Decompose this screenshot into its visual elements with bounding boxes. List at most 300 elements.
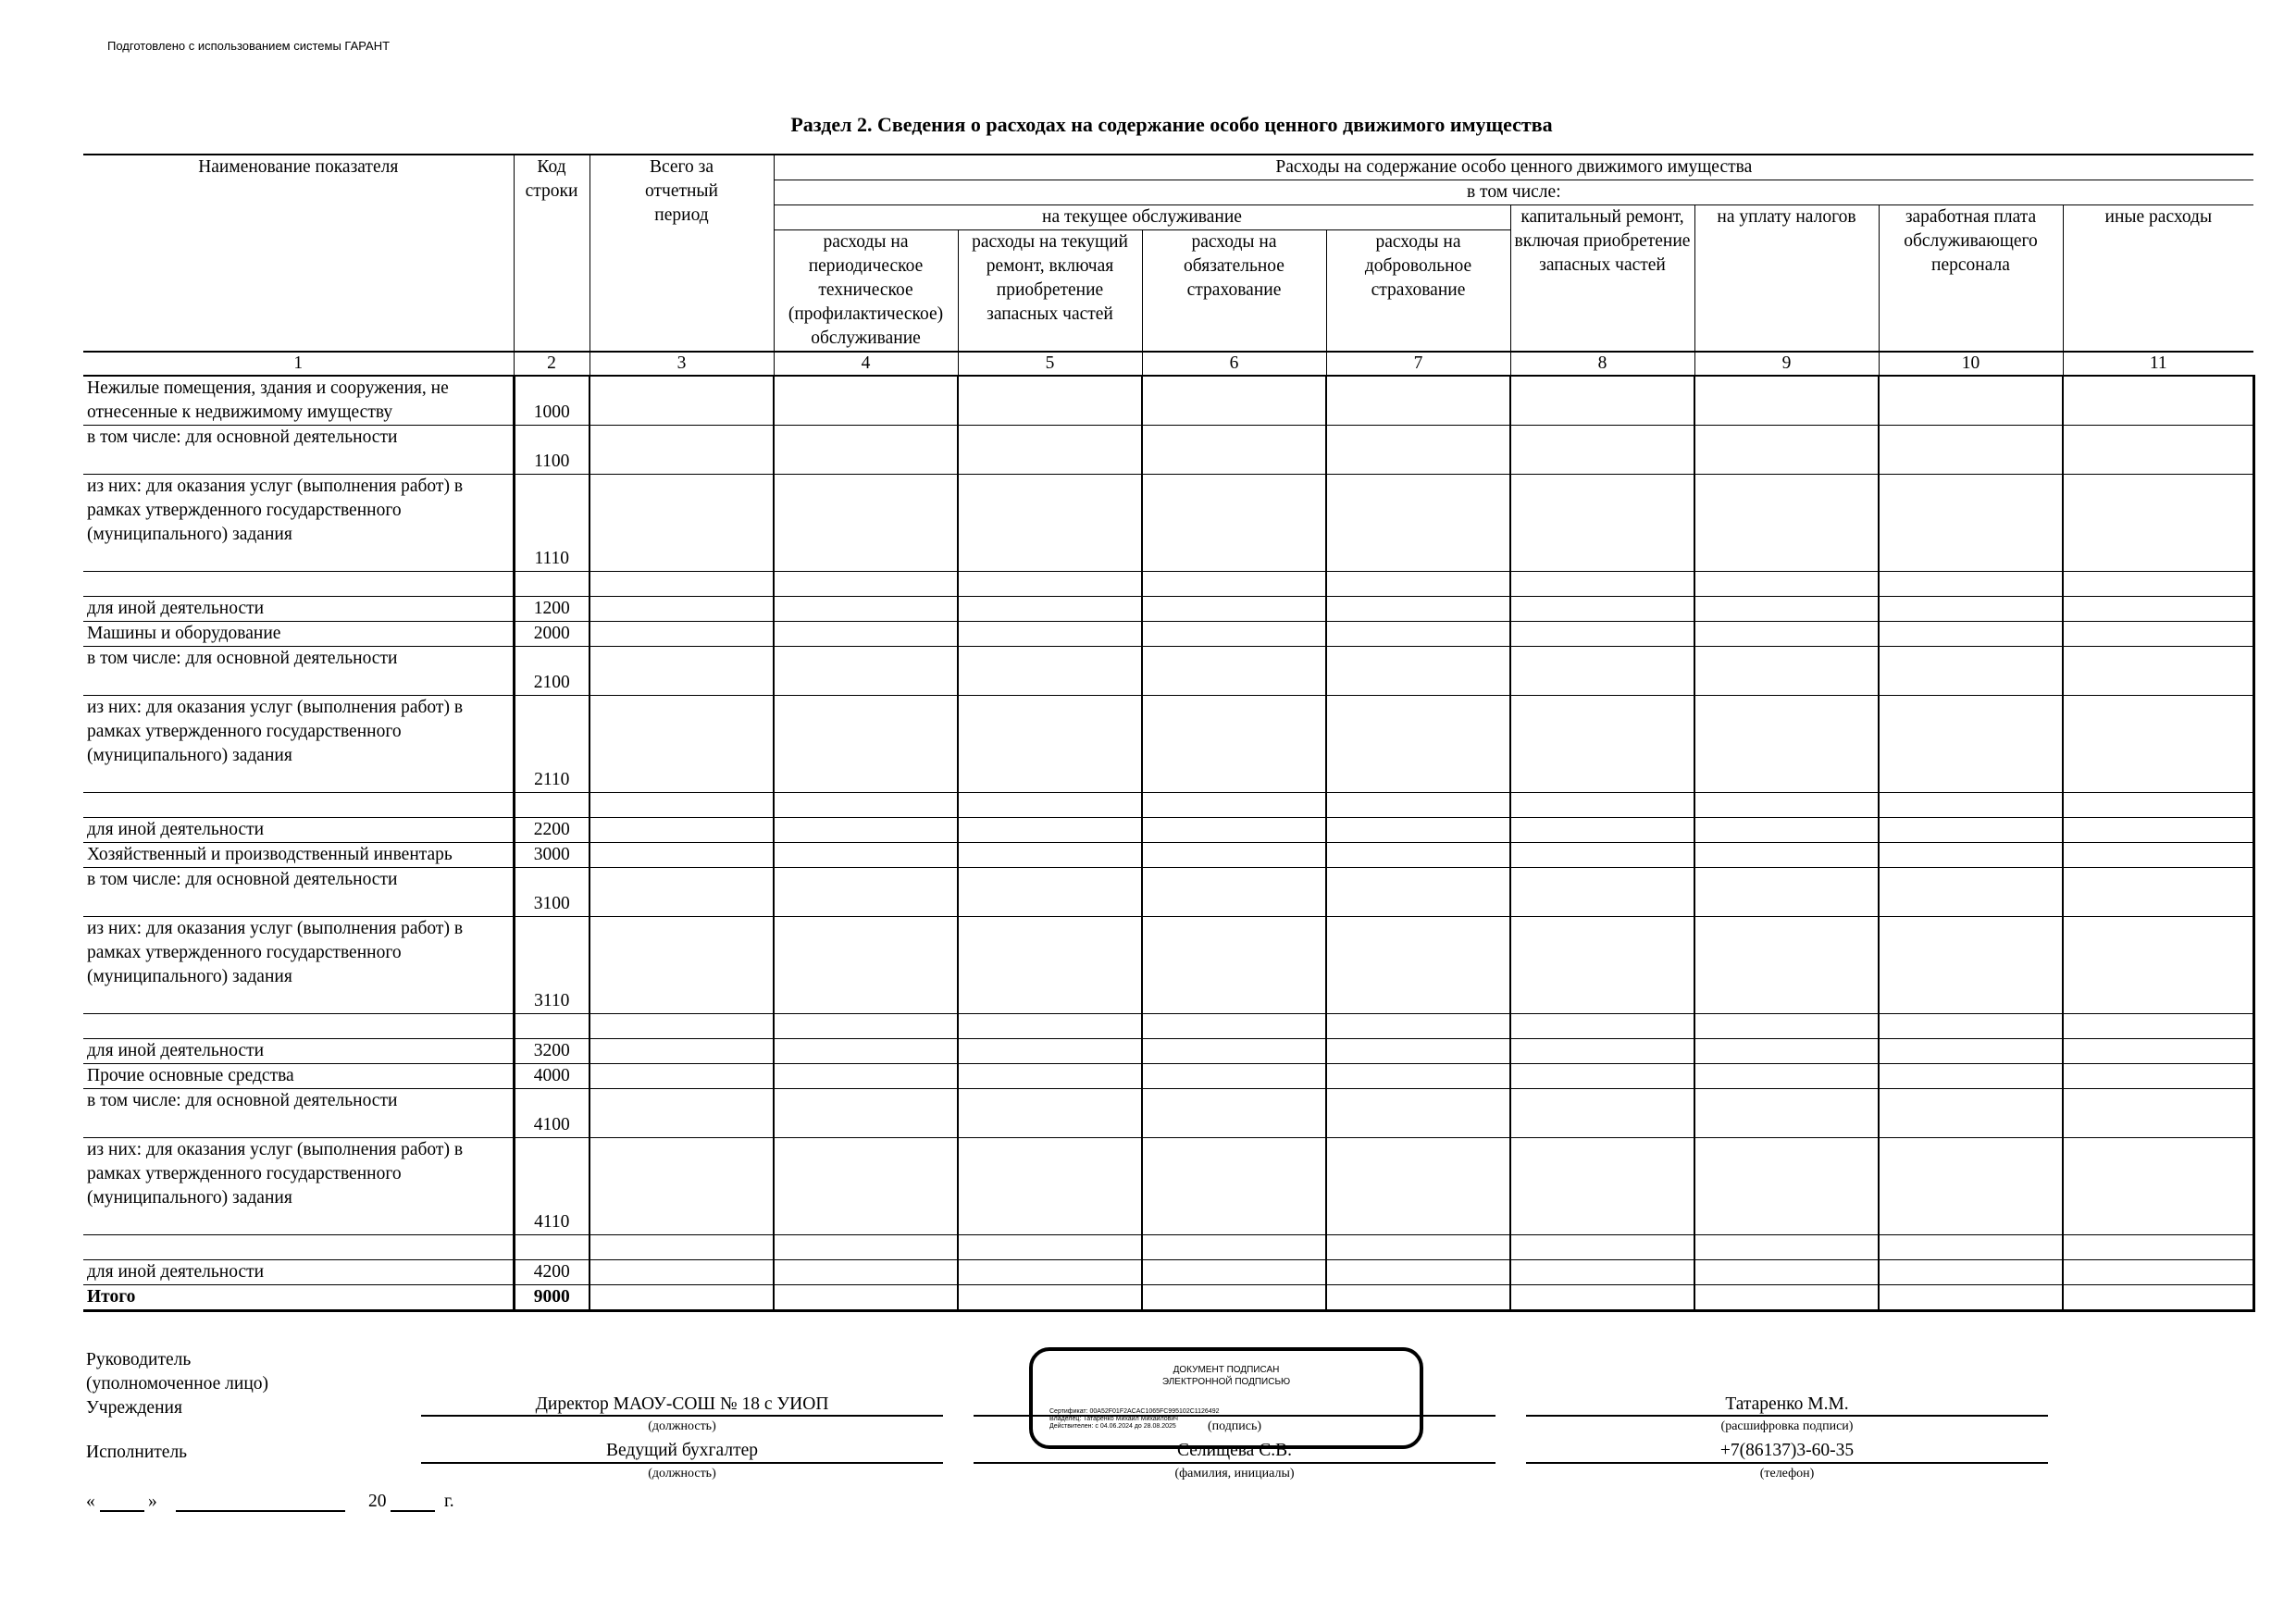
- cell-col9[interactable]: [1694, 1235, 1879, 1260]
- row-code: 3200: [514, 1039, 590, 1064]
- cell-col8[interactable]: [1510, 426, 1694, 475]
- cell-col6[interactable]: [1142, 1039, 1326, 1064]
- table-row: [83, 1235, 2253, 1260]
- cell-col7[interactable]: [1326, 1064, 1510, 1089]
- cell-col4[interactable]: [774, 622, 958, 647]
- row-name: Итого: [83, 1285, 514, 1311]
- cell-col4[interactable]: [774, 376, 958, 426]
- table-row: [83, 597, 2253, 622]
- cell-col8[interactable]: [1510, 917, 1694, 1014]
- cell-col7[interactable]: [1326, 1138, 1510, 1235]
- cell-col4[interactable]: [774, 1235, 958, 1260]
- cell-col7[interactable]: [1326, 426, 1510, 475]
- cell-col11[interactable]: [2063, 1260, 2253, 1285]
- cell-col9[interactable]: [1694, 426, 1879, 475]
- column-number-10: 10: [1879, 352, 2063, 376]
- stamp-line-1: ДОКУМЕНТ ПОДПИСАН: [1173, 1365, 1280, 1375]
- cell-col5[interactable]: [958, 475, 1142, 572]
- executor-phone-line: [1526, 1462, 2048, 1464]
- cell-col11[interactable]: [2063, 696, 2253, 793]
- cell-col3[interactable]: [590, 376, 774, 426]
- cell-col4[interactable]: [774, 597, 958, 622]
- cell-col11[interactable]: [2063, 475, 2253, 572]
- table-row: [83, 1064, 2253, 1089]
- head-position-line: [421, 1415, 943, 1417]
- cell-col3[interactable]: [590, 1039, 774, 1064]
- cell-col9[interactable]: [1694, 818, 1879, 843]
- cell-col9[interactable]: [1694, 1285, 1879, 1311]
- cell-col8[interactable]: [1510, 1285, 1694, 1311]
- table-row: [83, 647, 2253, 696]
- row-code: [514, 1014, 590, 1039]
- cell-col4[interactable]: [774, 1014, 958, 1039]
- row-name: из них: для оказания услуг (выполнения работ) в рамках утвержденного государственного (муниципального) задания: [83, 1138, 514, 1235]
- row-name: Нежилые помещения, здания и сооружения, не отнесенные к недвижимому имуществу: [83, 376, 514, 426]
- cell-col5[interactable]: [958, 647, 1142, 696]
- cell-col11[interactable]: [2063, 1285, 2253, 1311]
- stamp-cert: Сертификат: 00A52F01F2ACAC1065FC995102C1126492: [1049, 1408, 1220, 1415]
- cell-col4[interactable]: [774, 1089, 958, 1138]
- header-col8: капитальный ремонт, включая приобретение запасных частей: [1510, 205, 1694, 353]
- cell-col5[interactable]: [958, 843, 1142, 868]
- cell-col7[interactable]: [1326, 572, 1510, 597]
- cell-col9[interactable]: [1694, 1014, 1879, 1039]
- header-col9: на уплату налогов: [1694, 205, 1879, 353]
- cell-col6[interactable]: [1142, 868, 1326, 917]
- cell-col7[interactable]: [1326, 793, 1510, 818]
- column-number-8: 8: [1510, 352, 1694, 376]
- row-code: 2100: [514, 647, 590, 696]
- cell-col8[interactable]: [1510, 1014, 1694, 1039]
- header-col7: расходы на добровольное страхование: [1326, 230, 1510, 353]
- cell-col8[interactable]: [1510, 622, 1694, 647]
- cell-col5[interactable]: [958, 868, 1142, 917]
- cell-col11[interactable]: [2063, 426, 2253, 475]
- row-code: 3000: [514, 843, 590, 868]
- header-name: Наименование показателя: [83, 155, 514, 352]
- cell-col9[interactable]: [1694, 1064, 1879, 1089]
- row-code: 3110: [514, 917, 590, 1014]
- row-name: [83, 793, 514, 818]
- cell-col11[interactable]: [2063, 793, 2253, 818]
- table-row: [83, 1014, 2253, 1039]
- cell-col10[interactable]: [1879, 622, 2063, 647]
- cell-col4[interactable]: [774, 868, 958, 917]
- table-row: [83, 475, 2253, 572]
- cell-col3[interactable]: [590, 696, 774, 793]
- cell-col9[interactable]: [1694, 572, 1879, 597]
- cell-col11[interactable]: [2063, 843, 2253, 868]
- row-code: 1200: [514, 597, 590, 622]
- stamp-valid: Действителен: с 04.06.2024 до 28.08.2025: [1049, 1423, 1176, 1430]
- cell-col3[interactable]: [590, 1260, 774, 1285]
- row-code: 1100: [514, 426, 590, 475]
- header-current: на текущее обслуживание: [774, 205, 1510, 230]
- cell-col6[interactable]: [1142, 843, 1326, 868]
- row-code: [514, 793, 590, 818]
- cell-col6[interactable]: [1142, 376, 1326, 426]
- header-including: в том числе:: [774, 180, 2253, 205]
- cell-col10[interactable]: [1879, 1064, 2063, 1089]
- column-numbers-row: [83, 352, 2253, 376]
- cell-col11[interactable]: [2063, 622, 2253, 647]
- e-signature-stamp: [1029, 1347, 1423, 1449]
- cell-col7[interactable]: [1326, 1260, 1510, 1285]
- column-number-1: 1: [83, 352, 514, 376]
- cap-position-2: (должность): [648, 1467, 716, 1481]
- cell-col5[interactable]: [958, 1039, 1142, 1064]
- cell-col6[interactable]: [1142, 622, 1326, 647]
- cell-col7[interactable]: [1326, 622, 1510, 647]
- section-title: Раздел 2. Сведения о расходах на содержание особо ценного движимого имущества: [790, 113, 1553, 136]
- cell-col4[interactable]: [774, 1260, 958, 1285]
- cell-col4[interactable]: [774, 843, 958, 868]
- cell-col8[interactable]: [1510, 843, 1694, 868]
- table-row: [83, 917, 2253, 1014]
- cell-col9[interactable]: [1694, 597, 1879, 622]
- cell-col10[interactable]: [1879, 475, 2063, 572]
- cell-col3[interactable]: [590, 793, 774, 818]
- cell-col3[interactable]: [590, 868, 774, 917]
- table-row: [83, 1285, 2253, 1311]
- cell-col9[interactable]: [1694, 475, 1879, 572]
- cell-col6[interactable]: [1142, 475, 1326, 572]
- row-code: 2200: [514, 818, 590, 843]
- cell-col4[interactable]: [774, 793, 958, 818]
- cell-col5[interactable]: [958, 1014, 1142, 1039]
- cell-col6[interactable]: [1142, 647, 1326, 696]
- cell-col8[interactable]: [1510, 1039, 1694, 1064]
- cell-col10[interactable]: [1879, 426, 2063, 475]
- cell-col4[interactable]: [774, 818, 958, 843]
- cell-col11[interactable]: [2063, 1064, 2253, 1089]
- cell-col6[interactable]: [1142, 426, 1326, 475]
- header-code: Код строки: [514, 155, 590, 352]
- cell-col5[interactable]: [958, 622, 1142, 647]
- column-number-2: 2: [514, 352, 590, 376]
- header-col5: расходы на текущий ремонт, включая приобретение запасных частей: [958, 230, 1142, 353]
- cell-col11[interactable]: [2063, 868, 2253, 917]
- cap-phone: (телефон): [1759, 1467, 1815, 1481]
- cell-col10[interactable]: [1879, 1089, 2063, 1138]
- cell-col10[interactable]: [1879, 572, 2063, 597]
- cell-col11[interactable]: [2063, 597, 2253, 622]
- cell-col3[interactable]: [590, 1089, 774, 1138]
- cell-col7[interactable]: [1326, 1089, 1510, 1138]
- cell-col9[interactable]: [1694, 793, 1879, 818]
- row-name: в том числе: для основной деятельности: [83, 426, 514, 475]
- cell-col9[interactable]: [1694, 1260, 1879, 1285]
- cell-col8[interactable]: [1510, 1235, 1694, 1260]
- executor-name: Селищева С.В.: [1177, 1441, 1292, 1460]
- cell-col11[interactable]: [2063, 376, 2253, 426]
- table-row: [83, 426, 2253, 475]
- table-row: [83, 1089, 2253, 1138]
- executor-position: Ведущий бухгалтер: [606, 1441, 758, 1460]
- cell-col10[interactable]: [1879, 597, 2063, 622]
- cell-col6[interactable]: [1142, 1014, 1326, 1039]
- cell-col6[interactable]: [1142, 572, 1326, 597]
- cell-col4[interactable]: [774, 1039, 958, 1064]
- cell-col7[interactable]: [1326, 818, 1510, 843]
- cell-col9[interactable]: [1694, 622, 1879, 647]
- cell-col10[interactable]: [1879, 696, 2063, 793]
- cell-col10[interactable]: [1879, 1039, 2063, 1064]
- row-name: для иной деятельности: [83, 818, 514, 843]
- row-name: в том числе: для основной деятельности: [83, 868, 514, 917]
- cell-col10[interactable]: [1879, 818, 2063, 843]
- cell-col11[interactable]: [2063, 647, 2253, 696]
- cap-decoding: (расшифровка подписи): [1720, 1419, 1854, 1433]
- cell-col10[interactable]: [1879, 1260, 2063, 1285]
- cell-col9[interactable]: [1694, 868, 1879, 917]
- cell-col3[interactable]: [590, 843, 774, 868]
- cell-col11[interactable]: [2063, 917, 2253, 1014]
- row-name: для иной деятельности: [83, 597, 514, 622]
- cell-col4[interactable]: [774, 647, 958, 696]
- head-label-2: (уполномоченное лицо): [86, 1374, 268, 1394]
- cell-col8[interactable]: [1510, 597, 1694, 622]
- cell-col11[interactable]: [2063, 572, 2253, 597]
- table-row: [83, 1039, 2253, 1064]
- cell-col8[interactable]: [1510, 818, 1694, 843]
- cell-col11[interactable]: [2063, 1014, 2253, 1039]
- row-name: для иной деятельности: [83, 1260, 514, 1285]
- row-code: 9000: [514, 1285, 590, 1311]
- cell-col9[interactable]: [1694, 1089, 1879, 1138]
- cell-col10[interactable]: [1879, 917, 2063, 1014]
- cell-col10[interactable]: [1879, 843, 2063, 868]
- header-col11: иные расходы: [2063, 205, 2253, 353]
- date-year-prefix: 20: [368, 1492, 387, 1511]
- cell-col8[interactable]: [1510, 376, 1694, 426]
- cell-col8[interactable]: [1510, 696, 1694, 793]
- cell-col9[interactable]: [1694, 843, 1879, 868]
- header-total: Всего за отчетный период: [590, 155, 774, 352]
- cell-col4[interactable]: [774, 475, 958, 572]
- cell-col5[interactable]: [958, 1089, 1142, 1138]
- cell-col8[interactable]: [1510, 1260, 1694, 1285]
- row-code: 1000: [514, 376, 590, 426]
- table-row: [83, 376, 2253, 426]
- cell-col3[interactable]: [590, 572, 774, 597]
- cell-col3[interactable]: [590, 818, 774, 843]
- cap-position-1: (должность): [648, 1419, 716, 1433]
- cell-col5[interactable]: [958, 376, 1142, 426]
- column-number-3: 3: [590, 352, 774, 376]
- cell-col3[interactable]: [590, 1014, 774, 1039]
- cell-col5[interactable]: [958, 818, 1142, 843]
- cell-col5[interactable]: [958, 572, 1142, 597]
- cell-col3[interactable]: [590, 1138, 774, 1235]
- cell-col6[interactable]: [1142, 597, 1326, 622]
- cell-col9[interactable]: [1694, 1039, 1879, 1064]
- table-row: [83, 622, 2253, 647]
- cell-col6[interactable]: [1142, 818, 1326, 843]
- cell-col10[interactable]: [1879, 1138, 2063, 1235]
- stamp-line-2: ЭЛЕКТРОННОЙ ПОДПИСЬЮ: [1161, 1377, 1291, 1387]
- cell-col4[interactable]: [774, 1285, 958, 1311]
- cap-signature: (подпись): [1207, 1419, 1262, 1433]
- cell-col7[interactable]: [1326, 647, 1510, 696]
- row-code: 4200: [514, 1260, 590, 1285]
- row-name: Хозяйственный и производственный инвентарь: [83, 843, 514, 868]
- cell-col7[interactable]: [1326, 1039, 1510, 1064]
- cell-col11[interactable]: [2063, 1235, 2253, 1260]
- row-name: из них: для оказания услуг (выполнения работ) в рамках утвержденного государственного (муниципального) задания: [83, 696, 514, 793]
- cell-col4[interactable]: [774, 572, 958, 597]
- cell-col4[interactable]: [774, 426, 958, 475]
- cell-col10[interactable]: [1879, 376, 2063, 426]
- head-name-line: [1526, 1415, 2048, 1417]
- cell-col9[interactable]: [1694, 1138, 1879, 1235]
- date-day-line: [100, 1510, 144, 1512]
- head-label-1: Руководитель: [86, 1350, 192, 1369]
- cell-col6[interactable]: [1142, 1235, 1326, 1260]
- table-row: [83, 1260, 2253, 1285]
- cell-col3[interactable]: [590, 917, 774, 1014]
- cell-col11[interactable]: [2063, 1138, 2253, 1235]
- executor-position-line: [421, 1462, 943, 1464]
- column-number-5: 5: [958, 352, 1142, 376]
- cell-col11[interactable]: [2063, 1039, 2253, 1064]
- row-code: 2000: [514, 622, 590, 647]
- column-number-9: 9: [1694, 352, 1879, 376]
- row-name: из них: для оказания услуг (выполнения работ) в рамках утвержденного государственного (муниципального) задания: [83, 475, 514, 572]
- garant-note: Подготовлено с использованием системы ГАРАНТ: [107, 39, 391, 53]
- cell-col10[interactable]: [1879, 647, 2063, 696]
- cell-col6[interactable]: [1142, 1064, 1326, 1089]
- cell-col5[interactable]: [958, 1260, 1142, 1285]
- row-code: [514, 572, 590, 597]
- cell-col7[interactable]: [1326, 843, 1510, 868]
- head-label-3: Учреждения: [86, 1398, 182, 1418]
- cell-col7[interactable]: [1326, 696, 1510, 793]
- row-code: 1110: [514, 475, 590, 572]
- cell-col9[interactable]: [1694, 376, 1879, 426]
- cell-col3[interactable]: [590, 1235, 774, 1260]
- cell-col10[interactable]: [1879, 1285, 2063, 1311]
- cell-col8[interactable]: [1510, 1064, 1694, 1089]
- executor-label: Исполнитель: [86, 1443, 188, 1462]
- cell-col3[interactable]: [590, 647, 774, 696]
- date-close-quote: »: [148, 1492, 157, 1511]
- cell-col7[interactable]: [1326, 1285, 1510, 1311]
- cell-col5[interactable]: [958, 917, 1142, 1014]
- cell-col6[interactable]: [1142, 1260, 1326, 1285]
- header-group: Расходы на содержание особо ценного движимого имущества: [774, 155, 2253, 180]
- row-code: 4100: [514, 1089, 590, 1138]
- cell-col5[interactable]: [958, 1285, 1142, 1311]
- cell-col8[interactable]: [1510, 572, 1694, 597]
- cell-col7[interactable]: [1326, 1235, 1510, 1260]
- cell-col7[interactable]: [1326, 597, 1510, 622]
- cell-col8[interactable]: [1510, 647, 1694, 696]
- head-position: Директор МАОУ-СОШ № 18 с УИОП: [535, 1394, 829, 1414]
- head-name: Татаренко М.М.: [1725, 1394, 1849, 1414]
- cell-col9[interactable]: [1694, 917, 1879, 1014]
- row-name: Машины и оборудование: [83, 622, 514, 647]
- cell-col6[interactable]: [1142, 1285, 1326, 1311]
- cell-col10[interactable]: [1879, 793, 2063, 818]
- cell-col7[interactable]: [1326, 868, 1510, 917]
- cell-col6[interactable]: [1142, 793, 1326, 818]
- table-row: [83, 572, 2253, 597]
- cell-col9[interactable]: [1694, 696, 1879, 793]
- cell-col6[interactable]: [1142, 1089, 1326, 1138]
- expenses-table: [83, 154, 2255, 1312]
- executor-name-line: [974, 1462, 1496, 1464]
- table-row: [83, 818, 2253, 843]
- cell-col3[interactable]: [590, 1285, 774, 1311]
- cell-col5[interactable]: [958, 1138, 1142, 1235]
- row-name: в том числе: для основной деятельности: [83, 1089, 514, 1138]
- cell-col4[interactable]: [774, 1064, 958, 1089]
- cap-fio: (фамилия, инициалы): [1174, 1467, 1295, 1481]
- cell-col9[interactable]: [1694, 647, 1879, 696]
- cell-col5[interactable]: [958, 597, 1142, 622]
- cell-col6[interactable]: [1142, 696, 1326, 793]
- cell-col10[interactable]: [1879, 868, 2063, 917]
- table-row: [83, 868, 2253, 917]
- cell-col3[interactable]: [590, 475, 774, 572]
- cell-col5[interactable]: [958, 793, 1142, 818]
- column-number-4: 4: [774, 352, 958, 376]
- cell-col10[interactable]: [1879, 1235, 2063, 1260]
- cell-col4[interactable]: [774, 917, 958, 1014]
- cell-col4[interactable]: [774, 1138, 958, 1235]
- row-code: 4000: [514, 1064, 590, 1089]
- table-row: [83, 843, 2253, 868]
- cell-col11[interactable]: [2063, 1089, 2253, 1138]
- cell-col5[interactable]: [958, 1235, 1142, 1260]
- row-code: 2110: [514, 696, 590, 793]
- cell-col3[interactable]: [590, 622, 774, 647]
- cell-col4[interactable]: [774, 696, 958, 793]
- cell-col3[interactable]: [590, 597, 774, 622]
- cell-col5[interactable]: [958, 696, 1142, 793]
- cell-col7[interactable]: [1326, 917, 1510, 1014]
- row-code: 3100: [514, 868, 590, 917]
- row-name: Прочие основные средства: [83, 1064, 514, 1089]
- cell-col6[interactable]: [1142, 1138, 1326, 1235]
- cell-col7[interactable]: [1326, 1014, 1510, 1039]
- row-code: [514, 1235, 590, 1260]
- row-name: [83, 1235, 514, 1260]
- header-col10: заработная плата обслуживающего персонала: [1879, 205, 2063, 353]
- column-number-11: 11: [2063, 352, 2253, 376]
- cell-col8[interactable]: [1510, 1089, 1694, 1138]
- cell-col3[interactable]: [590, 426, 774, 475]
- cell-col5[interactable]: [958, 426, 1142, 475]
- cell-col3[interactable]: [590, 1064, 774, 1089]
- cell-col7[interactable]: [1326, 475, 1510, 572]
- stamp-owner: Владелец: Татаренко Михаил Михайлович: [1049, 1416, 1178, 1422]
- cell-col5[interactable]: [958, 1064, 1142, 1089]
- cell-col8[interactable]: [1510, 868, 1694, 917]
- cell-col8[interactable]: [1510, 793, 1694, 818]
- row-code: 4110: [514, 1138, 590, 1235]
- cell-col8[interactable]: [1510, 1138, 1694, 1235]
- cell-col11[interactable]: [2063, 818, 2253, 843]
- cell-col6[interactable]: [1142, 917, 1326, 1014]
- cell-col10[interactable]: [1879, 1014, 2063, 1039]
- cell-col8[interactable]: [1510, 475, 1694, 572]
- row-name: [83, 1014, 514, 1039]
- row-name: [83, 572, 514, 597]
- cell-col7[interactable]: [1326, 376, 1510, 426]
- date-suffix: г.: [444, 1492, 454, 1511]
